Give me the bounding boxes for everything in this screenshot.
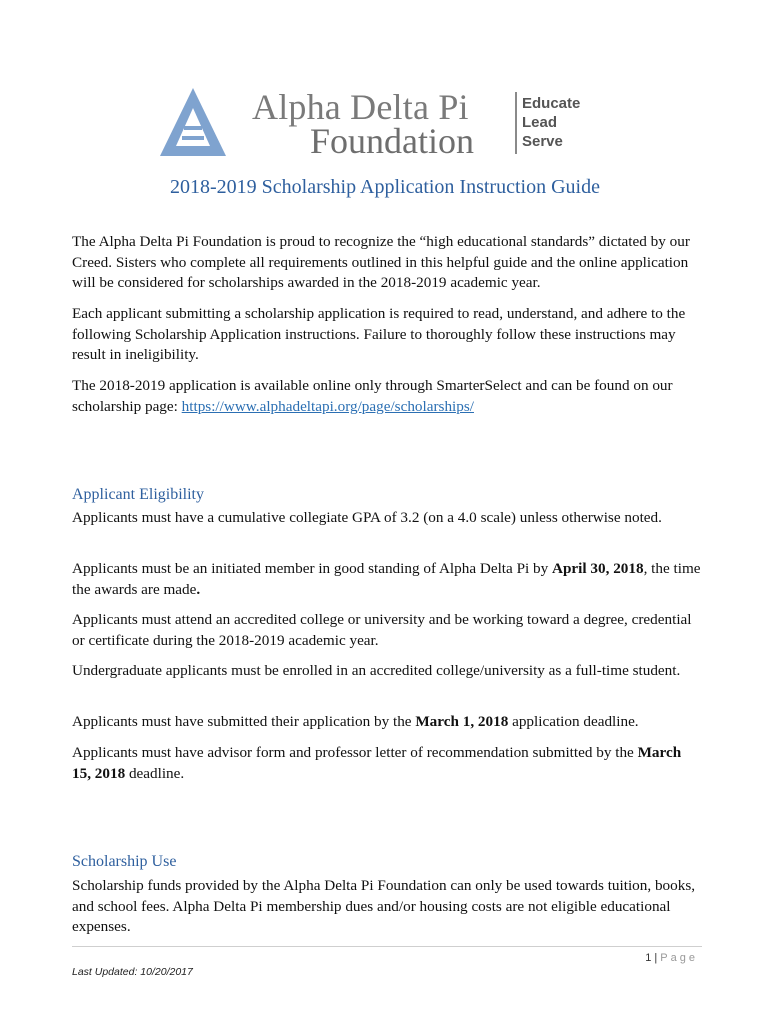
logo-divider (515, 92, 517, 154)
eligibility-undergrad: Undergraduate applicants must be enrolled in an accredited college/university as a full-time student. (72, 662, 681, 679)
intro-paragraph-3-text: The 2018-2019 application is available online only through SmarterSelect and can be found on our scholarship page: (72, 377, 673, 415)
deadline-date: March 1, 2018 (415, 713, 509, 730)
page-separator: | (651, 952, 661, 964)
scholarship-use-text: Scholarship funds provided by the Alpha Delta Pi Foundation can only be used towards tuition, books, and school fees. Alpha Delta Pi membership dues and/or housing costs are not eligible educational expenses. (72, 877, 696, 935)
membership-text-b: , the time the awards are made (72, 560, 701, 598)
page-label: Page (660, 952, 698, 964)
eligibility-accredited: Applicants must attend an accredited college or university and be working toward a degree, credential or certificate during the 2018-2019 academic year. (72, 611, 692, 649)
document-title: 2018-2019 Scholarship Application Instruction Guide (170, 176, 600, 198)
logo-name-line1: Alpha Delta Pi (252, 87, 469, 127)
membership-date: April 30, 2018 (552, 560, 644, 577)
triangle-logo-icon (158, 86, 228, 158)
eligibility-advisor-form (72, 743, 702, 784)
deadline-text-a: Applicants must have submitted their application by the (72, 713, 416, 730)
logo-tagline-lead: Lead (522, 114, 558, 131)
advisor-text-b: deadline. (125, 764, 185, 782)
page-number-value: 1 (645, 952, 652, 964)
eligibility-gpa: Applicants must have a cumulative collegiate GPA of 3.2 (on a 4.0 scale) unless otherwise noted. (72, 509, 662, 526)
advisor-date: March 15, 2018 (72, 744, 682, 782)
advisor-text-a: Applicants must have advisor form and professor letter of recommendation submitted by the (72, 744, 638, 761)
logo-tagline-serve: Serve (522, 133, 563, 150)
eligibility-heading: Applicant Eligibility (72, 486, 204, 503)
membership-text-a: Applicants must be an initiated member in good standing of Alpha Delta Pi by (72, 560, 553, 577)
scholarship-page-link[interactable]: https://www.alphadeltapi.org/page/scholarships/ (181, 397, 474, 415)
intro-paragraph-3 (72, 376, 702, 417)
last-updated: Last Updated: 10/20/2017 (72, 966, 193, 978)
intro-paragraph-2: Each applicant submitting a scholarship application is required to read, understand, and adhere to the following Scholarship Application instructions. Failure to thoroughly follow these instructions may result in ineligibility. (72, 305, 686, 363)
footer-divider (72, 946, 702, 947)
scholarship-use-heading: Scholarship Use (72, 853, 177, 870)
logo-name-line2: Foundation (310, 121, 475, 161)
deadline-text-b: application deadline. (508, 713, 639, 730)
intro-paragraph-1: The Alpha Delta Pi Foundation is proud to recognize the “high educational standards” dictated by our Creed. Sisters who complete all requirements outlined in this helpful guide and the online application will be considered for scholarships awarded in the 2018-2019 academic year. (72, 233, 690, 291)
membership-period: . (196, 580, 201, 598)
eligibility-membership (72, 559, 702, 600)
logo-tagline-educate: Educate (522, 95, 581, 112)
foundation-logo (158, 86, 598, 160)
page-number (645, 952, 698, 964)
eligibility-application-deadline (72, 712, 702, 733)
